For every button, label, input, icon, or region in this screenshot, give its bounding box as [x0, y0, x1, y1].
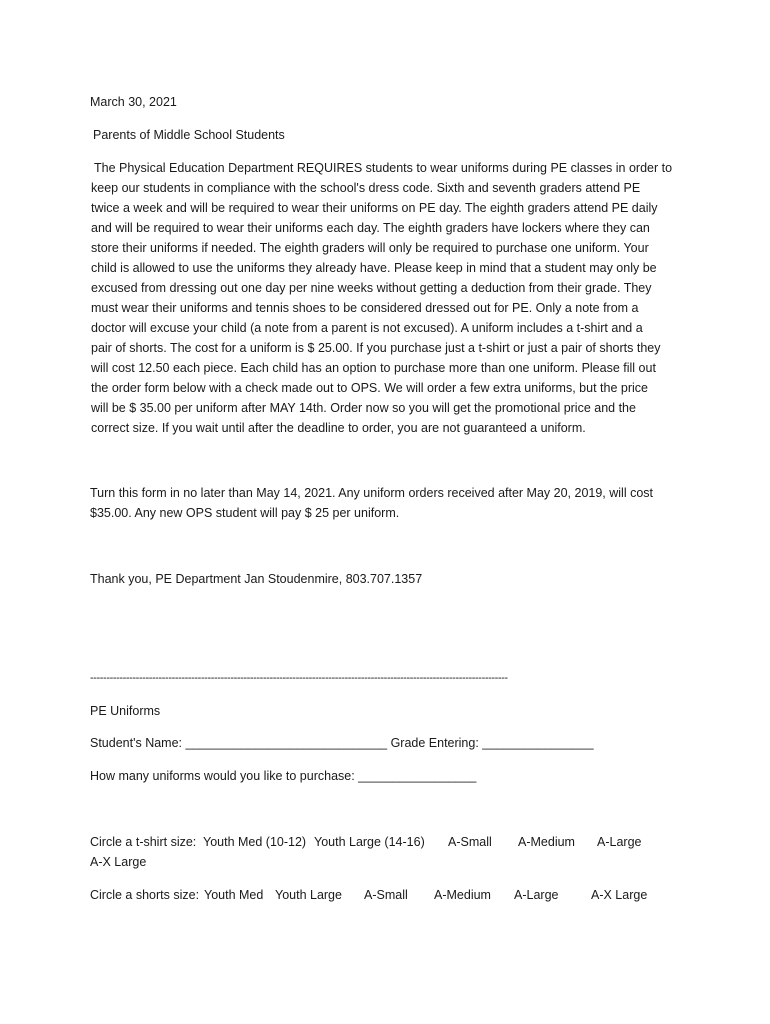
letter-signoff: Thank you, PE Department Jan Stoudenmire, 803.707.1357	[90, 572, 423, 586]
letter-body-line: store their uniforms if needed. The eighth graders will only be required to purchase one uniform. Your	[91, 241, 649, 255]
shorts-size-a-x-large[interactable]: A-X Large	[591, 888, 648, 902]
letter-body-line: twice a week and will be required to wear their uniforms on PE day. The eighth graders attend PE daily	[91, 201, 658, 215]
tshirt-size-label: Circle a t-shirt size:	[90, 835, 197, 849]
letter-body-line: child is allowed to use the uniforms they already have. Please keep in mind that a student may only be	[91, 261, 657, 275]
letter-body-line: the order form below with a check made out to OPS. We will order a few extra uniforms, but the price	[91, 381, 648, 395]
tshirt-size-youth-med[interactable]: Youth Med (10-12)	[203, 835, 307, 849]
student-name-field[interactable]: Student's Name: _____________________________ Grade Entering: ________________	[90, 736, 594, 750]
letter-body-line: excused from dressing out one day per nine weeks without getting a deduction from their grade. They	[91, 281, 652, 295]
letter-body-line: will be $ 35.00 per uniform after MAY 14th. Order now so you will get the promotional price and the	[91, 401, 636, 415]
letter-salutation: Parents of Middle School Students	[93, 128, 285, 142]
tshirt-size-youth-large[interactable]: Youth Large (14-16)	[314, 835, 425, 849]
shorts-size-a-small[interactable]: A-Small	[364, 888, 408, 902]
quantity-field[interactable]: How many uniforms would you like to purchase: _________________	[90, 769, 477, 783]
letter-date: March 30, 2021	[90, 95, 177, 109]
deadline-line: $35.00. Any new OPS student will pay $ 25 per uniform.	[90, 506, 400, 520]
letter-body	[91, 158, 691, 438]
tshirt-size-a-large[interactable]: A-Large	[597, 835, 642, 849]
letter-body-line: and will be required to wear their uniforms each day. The eighth graders have lockers where they can	[91, 221, 650, 235]
letter-body-line: must wear their uniforms and tennis shoes to be considered dressed out for PE. Only a note from a	[91, 301, 639, 315]
letter-body-line: The Physical Education Department REQUIRES students to wear uniforms during PE classes in order to	[94, 161, 673, 175]
shorts-size-youth-med[interactable]: Youth Med	[204, 888, 264, 902]
shorts-size-youth-large[interactable]: Youth Large	[275, 888, 342, 902]
letter-body-line: will cost 12.50 each piece. Each child has an option to purchase more than one uniform. Please fill out	[91, 361, 656, 375]
tshirt-size-a-small[interactable]: A-Small	[448, 835, 492, 849]
letter-body-line: correct size. If you wait until after the deadline to order, you are not guaranteed a uniform.	[91, 421, 586, 435]
form-title: PE Uniforms	[90, 704, 161, 718]
shorts-size-a-medium[interactable]: A-Medium	[434, 888, 491, 902]
shorts-size-row	[90, 887, 690, 903]
form-divider: --------------------------------------------------------------------------------------------------------------------------------	[90, 672, 508, 684]
shorts-size-label: Circle a shorts size:	[90, 888, 200, 902]
deadline-notice	[90, 483, 690, 523]
deadline-line: Turn this form in no later than May 14, 2021. Any uniform orders received after May 20, 2019, will cost	[90, 486, 654, 500]
letter-body-line: doctor will excuse your child (a note from a parent is not excused). A uniform includes a t-shirt and a	[91, 321, 643, 335]
letter-body-line: keep our students in compliance with the school's dress code. Sixth and seventh graders attend PE	[91, 181, 641, 195]
letter-body-line: pair of shorts. The cost for a uniform is $ 25.00. If you purchase just a t-shirt or just a pair of shorts they	[91, 341, 661, 355]
tshirt-size-a-medium[interactable]: A-Medium	[518, 835, 575, 849]
shorts-size-a-large[interactable]: A-Large	[514, 888, 559, 902]
tshirt-size-row	[90, 834, 690, 850]
tshirt-size-a-x-large[interactable]: A-X Large	[90, 855, 147, 869]
